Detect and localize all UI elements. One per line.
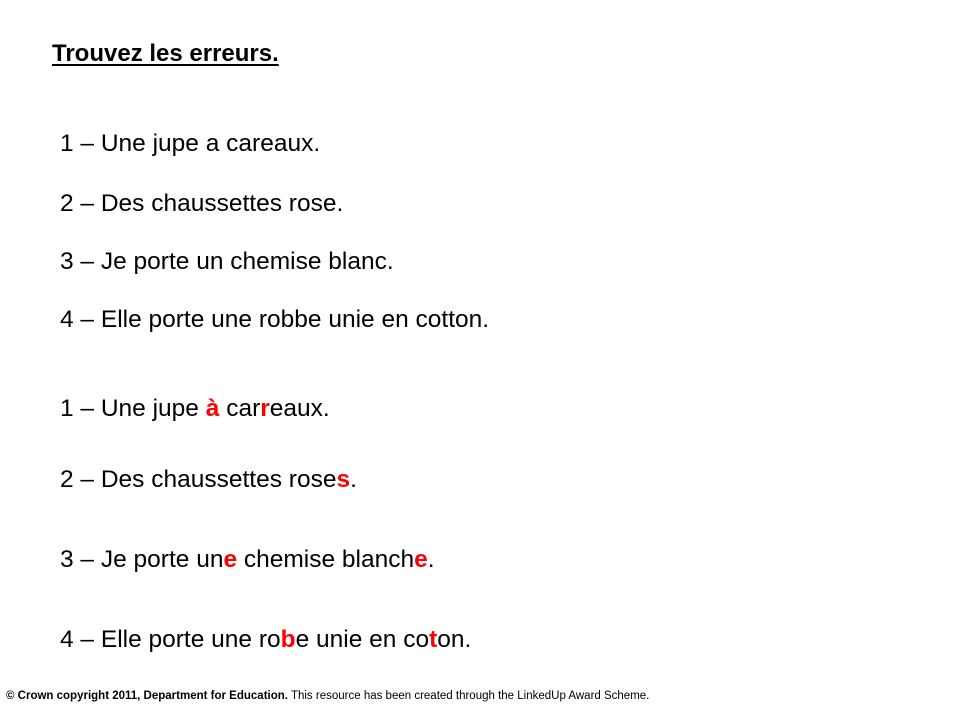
answer-4	[60, 628, 471, 653]
correction-highlight: e	[223, 546, 238, 573]
answer-segment: 2 – Des chaussettes rose	[60, 466, 337, 493]
question-2: 2 – Des chaussettes rose.	[60, 190, 344, 217]
correction-highlight: r	[260, 395, 270, 422]
answer-segment: 4 – Elle porte une ro	[60, 626, 281, 653]
answer-segment: 1 – Une jupe	[60, 395, 206, 422]
answer-segment: .	[350, 466, 357, 493]
answer-3	[60, 548, 435, 573]
answer-segment: 3 – Je porte un	[60, 546, 224, 573]
answer-segment: eaux.	[269, 395, 330, 422]
correction-highlight: à	[205, 395, 220, 422]
footer	[6, 690, 649, 702]
correction-highlight: e	[414, 546, 428, 573]
answer-segment: chemise blanch	[237, 546, 415, 573]
question-3: 3 – Je porte un chemise blanc.	[60, 248, 394, 275]
correction-highlight: b	[280, 626, 296, 653]
answer-1	[60, 397, 330, 422]
answer-segment: car	[219, 395, 261, 422]
correction-highlight: t	[429, 626, 438, 653]
page-title: Trouvez les erreurs.	[52, 40, 279, 67]
correction-highlight: s	[336, 466, 351, 493]
answer-segment: .	[427, 546, 435, 573]
question-1: 1 – Une jupe a careaux.	[60, 130, 321, 157]
footer-note: This resource has been created through the LinkedUp Award Scheme.	[287, 690, 650, 702]
footer-copyright: © Crown copyright 2011, Department for Education.	[6, 690, 288, 702]
answer-segment: e unie en co	[295, 626, 430, 653]
answer-segment: on.	[437, 626, 472, 653]
question-4: 4 – Elle porte une robbe unie en cotton.	[60, 306, 490, 333]
answer-2	[60, 468, 357, 493]
